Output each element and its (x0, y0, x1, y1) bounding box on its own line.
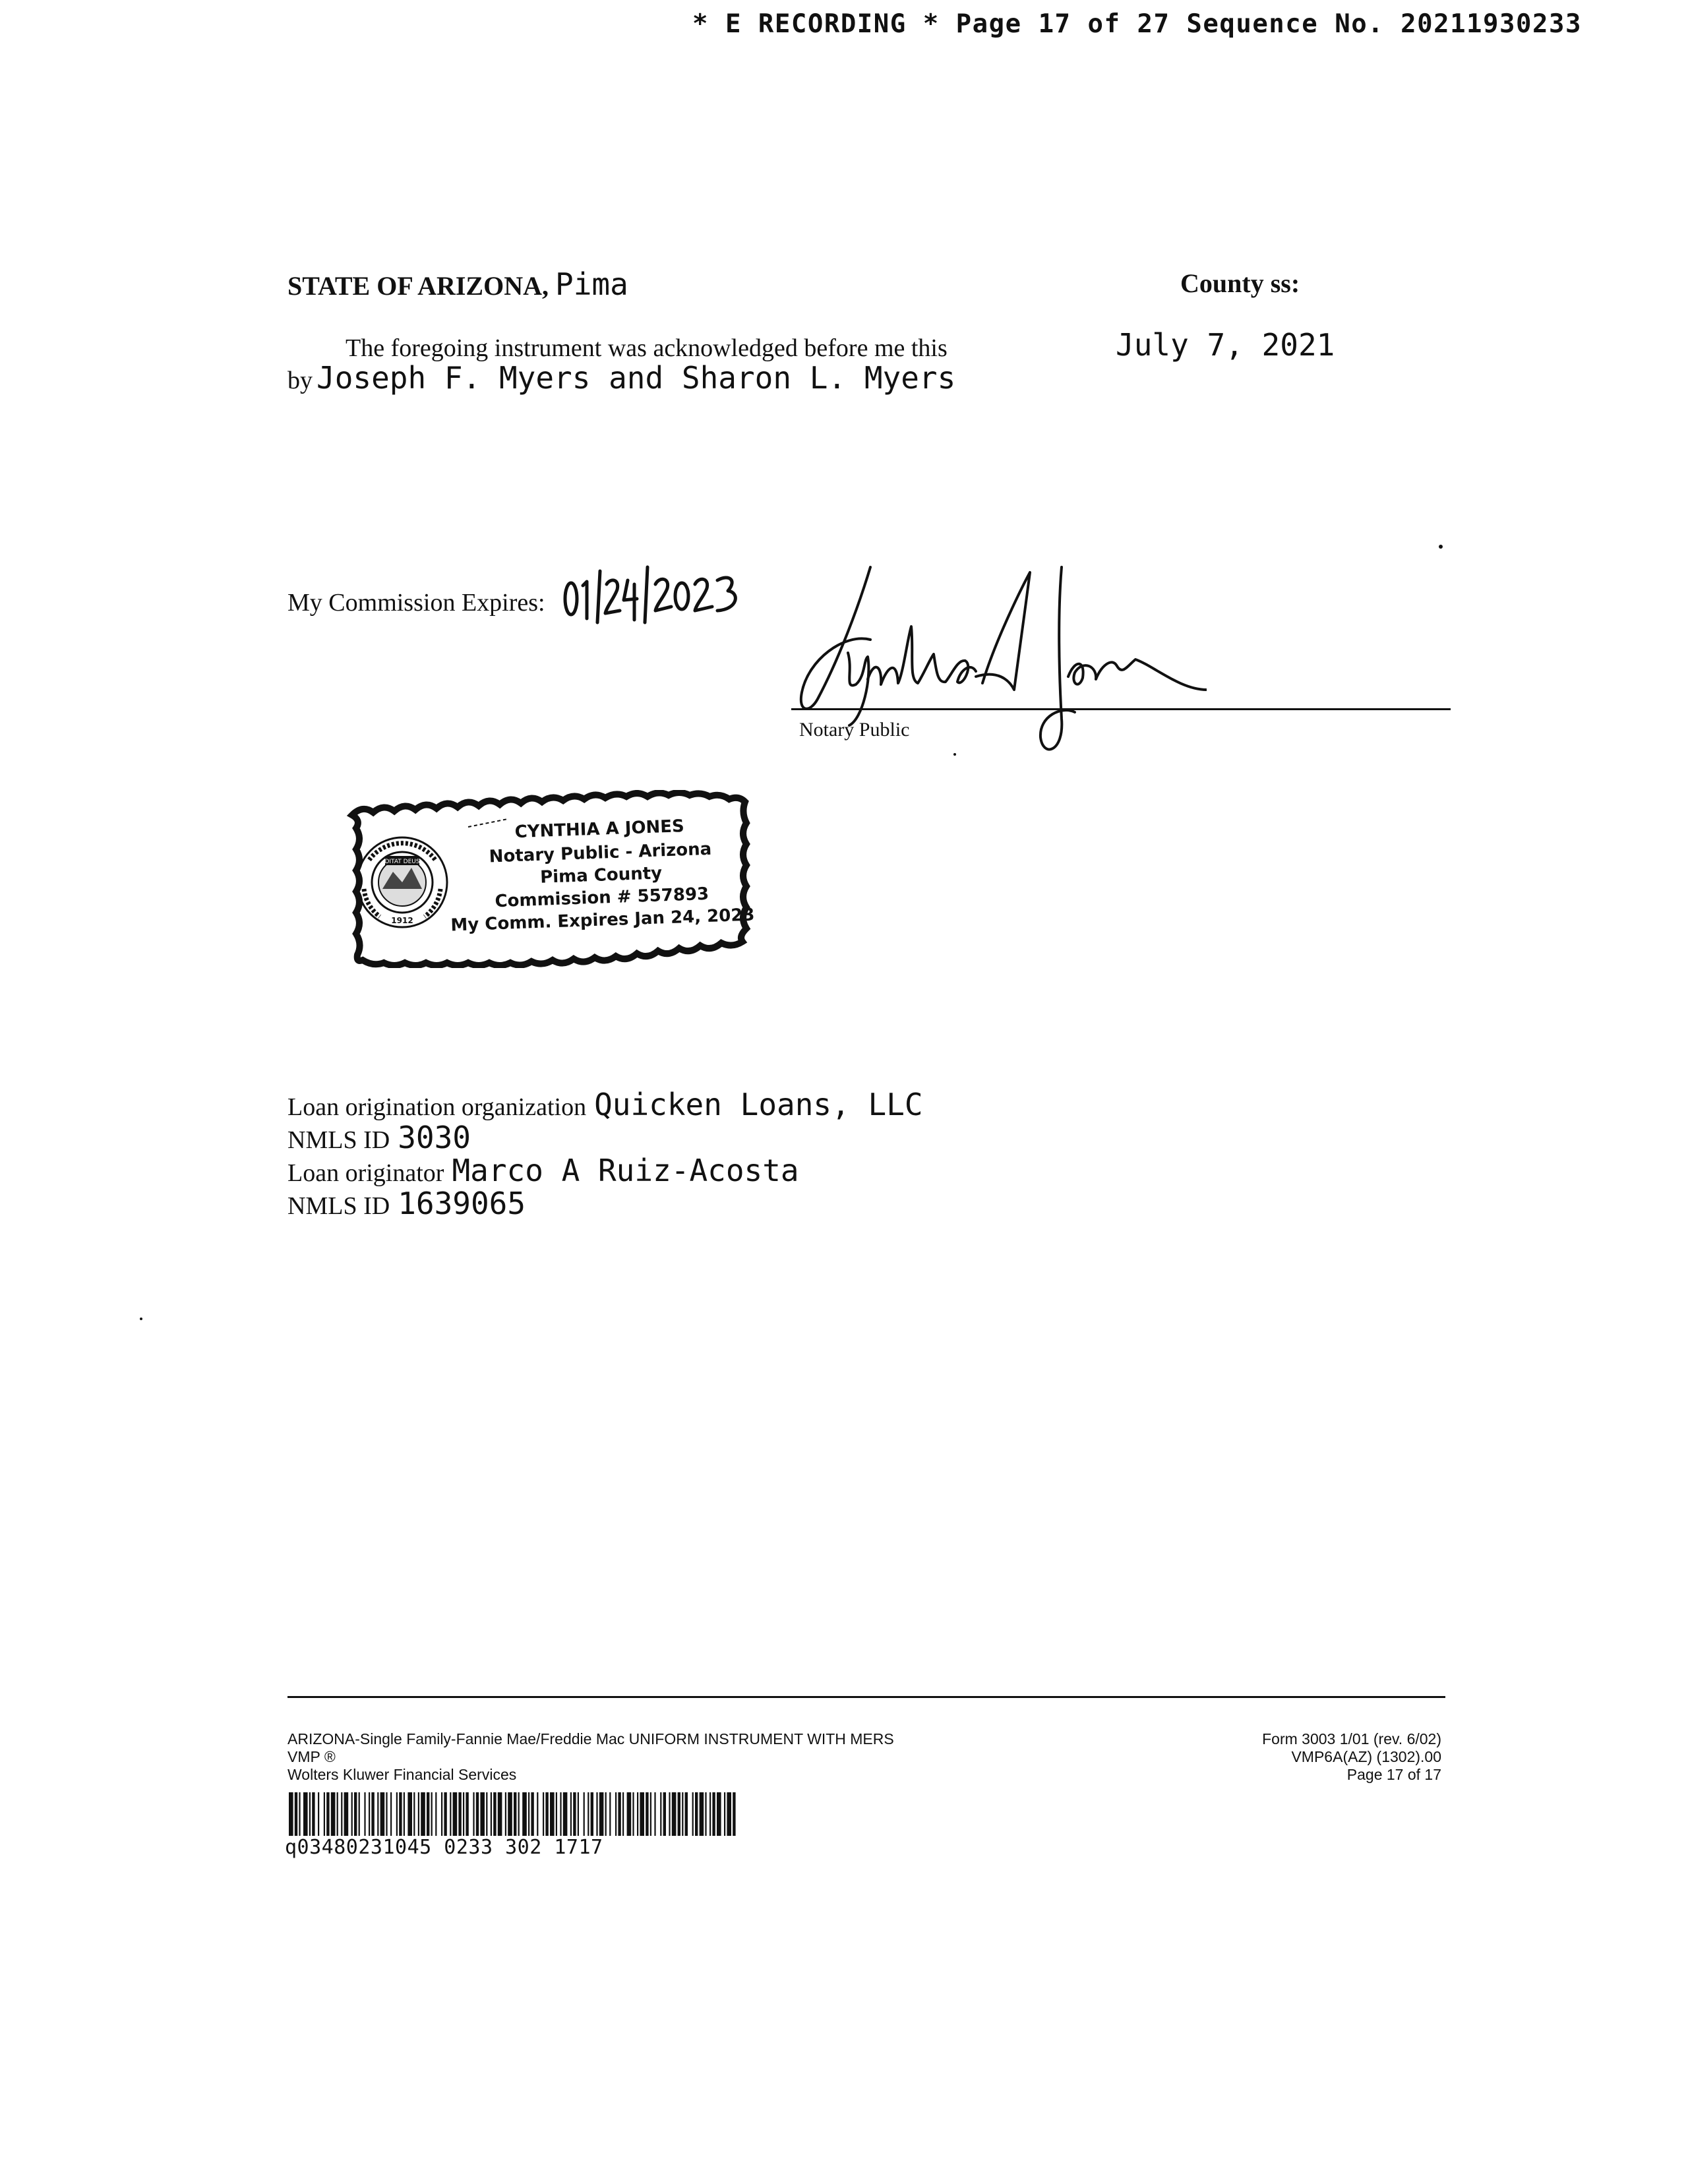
barcode-bar (312, 1792, 315, 1836)
signers-line (287, 360, 955, 396)
barcode-bar (609, 1792, 611, 1836)
scan-speck (140, 1318, 142, 1320)
barcode-bar (473, 1792, 474, 1836)
barcode-bar (563, 1792, 568, 1836)
barcode-bar (466, 1792, 468, 1836)
barcode-bar (727, 1792, 731, 1836)
barcode-bar (637, 1792, 638, 1836)
barcode-bar (692, 1792, 694, 1836)
barcode-bar (458, 1792, 461, 1836)
barcode-bar (632, 1792, 634, 1836)
barcode-bar (450, 1792, 451, 1836)
barcode-bar (695, 1792, 698, 1836)
stamp-county: Pima County (539, 863, 663, 888)
barcode-bar (709, 1792, 711, 1836)
barcode-bar (584, 1792, 585, 1836)
barcode-bar (724, 1792, 725, 1836)
barcode-bar (578, 1792, 579, 1836)
barcode-bar (712, 1792, 715, 1836)
barcode-bar (678, 1792, 680, 1836)
barcode-bar (531, 1792, 533, 1836)
barcode-bar (650, 1792, 651, 1836)
barcode-bar (377, 1792, 378, 1836)
footer-instrument-title: ARIZONA-Single Family-Fannie Mae/Freddie Mac UNIFORM INSTRUMENT WITH MERS (287, 1730, 894, 1747)
barcode-bar (371, 1792, 374, 1836)
org-nmls-row (287, 1120, 471, 1155)
barcode-bar (654, 1792, 655, 1836)
footer-form-info (287, 1730, 894, 1784)
stamp-expiration: My Comm. Expires Jan 24, 2023 (450, 905, 756, 936)
signature-line (791, 708, 1451, 710)
barcode-bar (596, 1792, 597, 1836)
barcode-bar (351, 1792, 353, 1836)
originator-nmls-value: 1639065 (398, 1186, 526, 1221)
recording-header: * E RECORDING * Page 17 of 27 Sequence No. 20211930233 (692, 9, 1582, 39)
loan-org-row (287, 1087, 923, 1122)
footer-vmp-code: VMP6A(AZ) (1302).00 (1291, 1748, 1441, 1765)
barcode-bar (431, 1792, 433, 1836)
footer-vmp: VMP ® (287, 1748, 336, 1765)
barcode-bar (427, 1792, 429, 1836)
stamp-notary-title: Notary Public - Arizona (489, 839, 712, 867)
barcode-bar (570, 1792, 572, 1836)
footer-form-number (1121, 1730, 1441, 1784)
barcode-bar (344, 1792, 349, 1836)
barcode-bar (622, 1792, 624, 1836)
barcode-bar (646, 1792, 648, 1836)
signer-names: Joseph F. Myers and Sharon L. Myers (316, 360, 956, 396)
barcode-bar (396, 1792, 398, 1836)
barcode-bar (493, 1792, 496, 1836)
barcode-bar (324, 1792, 325, 1836)
barcode-bar (663, 1792, 666, 1836)
barcode-bar (326, 1792, 329, 1836)
barcode-bar (545, 1792, 548, 1836)
loan-originator-row (287, 1153, 799, 1188)
barcode-bar (380, 1792, 385, 1836)
barcode-bar (359, 1792, 360, 1836)
notary-stamp (343, 790, 765, 968)
barcode-bar (421, 1792, 425, 1836)
barcode-number: q03480231045 0233 302 1717 (285, 1836, 603, 1859)
scan-speck (1439, 545, 1443, 549)
barcode-bar (627, 1792, 632, 1836)
state-seal-icon (357, 837, 447, 927)
barcode-bar (682, 1792, 683, 1836)
scan-speck (953, 753, 956, 756)
seal-year: 1912 (391, 916, 413, 925)
barcode-bar (435, 1792, 437, 1836)
barcode-bar (386, 1792, 387, 1836)
barcode-bar (618, 1792, 620, 1836)
barcode-bar (669, 1792, 670, 1836)
barcode-bar (685, 1792, 688, 1836)
commission-expires-label: My Commission Expires: (287, 589, 545, 617)
loan-originator-value: Marco A Ruiz-Acosta (452, 1153, 799, 1188)
barcode-bar (660, 1792, 661, 1836)
barcode-bar (508, 1792, 512, 1836)
barcode-bar (309, 1792, 311, 1836)
footer-publisher: Wolters Kluwer Financial Services (287, 1766, 517, 1783)
barcode-bar (390, 1792, 392, 1836)
barcode-bar (480, 1792, 485, 1836)
barcode-bar (303, 1792, 308, 1836)
loan-originator-label: Loan originator (287, 1159, 444, 1187)
barcode-bar (486, 1792, 487, 1836)
org-nmls-value: 3030 (398, 1120, 471, 1155)
barcode-bar (537, 1792, 538, 1836)
originator-nmls-row (287, 1186, 526, 1221)
county-ss-label: County ss: (1180, 268, 1300, 298)
barcode-bar (476, 1792, 479, 1836)
barcode-bar (550, 1792, 555, 1836)
barcode-bar (528, 1792, 529, 1836)
handwritten-commission-date (559, 558, 770, 630)
barcode-bar (640, 1792, 644, 1836)
barcode-bar (407, 1792, 412, 1836)
barcode-bar (700, 1792, 704, 1836)
barcode-bar (543, 1792, 544, 1836)
barcode-bar (404, 1792, 405, 1836)
barcode-bar (522, 1792, 527, 1836)
acknowledgment-text: The foregoing instrument was acknowledged before me this (346, 334, 948, 362)
seal-motto: DITAT DEUS (384, 859, 420, 865)
barcode-bar (573, 1792, 576, 1836)
org-nmls-label: NMLS ID (287, 1126, 390, 1154)
barcode-bar (615, 1792, 617, 1836)
barcode-bar (599, 1792, 604, 1836)
footer-page-number: Page 17 of 17 (1346, 1766, 1441, 1783)
barcode-bar (354, 1792, 357, 1836)
barcode-bar (337, 1792, 338, 1836)
footer-rule (287, 1696, 1445, 1698)
barcode-bar (331, 1792, 336, 1836)
barcode-bar (364, 1792, 365, 1836)
barcode-bar (399, 1792, 402, 1836)
barcode-bar (441, 1792, 442, 1836)
barcode-bar (591, 1792, 593, 1836)
stamp-notary-name: CYNTHIA A JONES (514, 816, 685, 843)
acknowledgment-date: July 7, 2021 (1116, 327, 1335, 363)
state-label: STATE OF ARIZONA, (287, 271, 549, 301)
barcode-bar (444, 1792, 446, 1836)
barcode-bar (705, 1792, 706, 1836)
barcode-bar (672, 1792, 677, 1836)
barcode-bar (518, 1792, 520, 1836)
barcode-bar (605, 1792, 607, 1836)
footer-form-id: Form 3003 1/01 (rev. 6/02) (1262, 1730, 1441, 1747)
stamp-commission-number: Commission # 557893 (495, 884, 709, 912)
barcode-bar (318, 1792, 319, 1836)
barcode-bar (418, 1792, 419, 1836)
barcode-bar (556, 1792, 557, 1836)
state-line (287, 266, 628, 302)
barcode-bar (514, 1792, 516, 1836)
by-label: by (287, 367, 313, 394)
barcode-bar (717, 1792, 721, 1836)
barcode (287, 1792, 736, 1836)
barcode-bar (498, 1792, 502, 1836)
barcode-bar (295, 1792, 297, 1836)
barcode-bar (505, 1792, 506, 1836)
loan-org-value: Quicken Loans, LLC (594, 1087, 923, 1122)
barcode-bar (369, 1792, 370, 1836)
barcode-bar (341, 1792, 342, 1836)
loan-org-label: Loan origination organization (287, 1093, 587, 1121)
barcode-bar (413, 1792, 415, 1836)
barcode-bar (289, 1792, 293, 1836)
county-name: Pima (555, 266, 628, 302)
barcode-bar (560, 1792, 561, 1836)
barcode-bar (491, 1792, 492, 1836)
barcode-bar (463, 1792, 464, 1836)
notary-public-label: Notary Public (799, 719, 910, 741)
barcode-bar (453, 1792, 458, 1836)
barcode-bar (299, 1792, 300, 1836)
barcode-bar (588, 1792, 589, 1836)
originator-nmls-label: NMLS ID (287, 1192, 390, 1220)
barcode-bar (733, 1792, 735, 1836)
